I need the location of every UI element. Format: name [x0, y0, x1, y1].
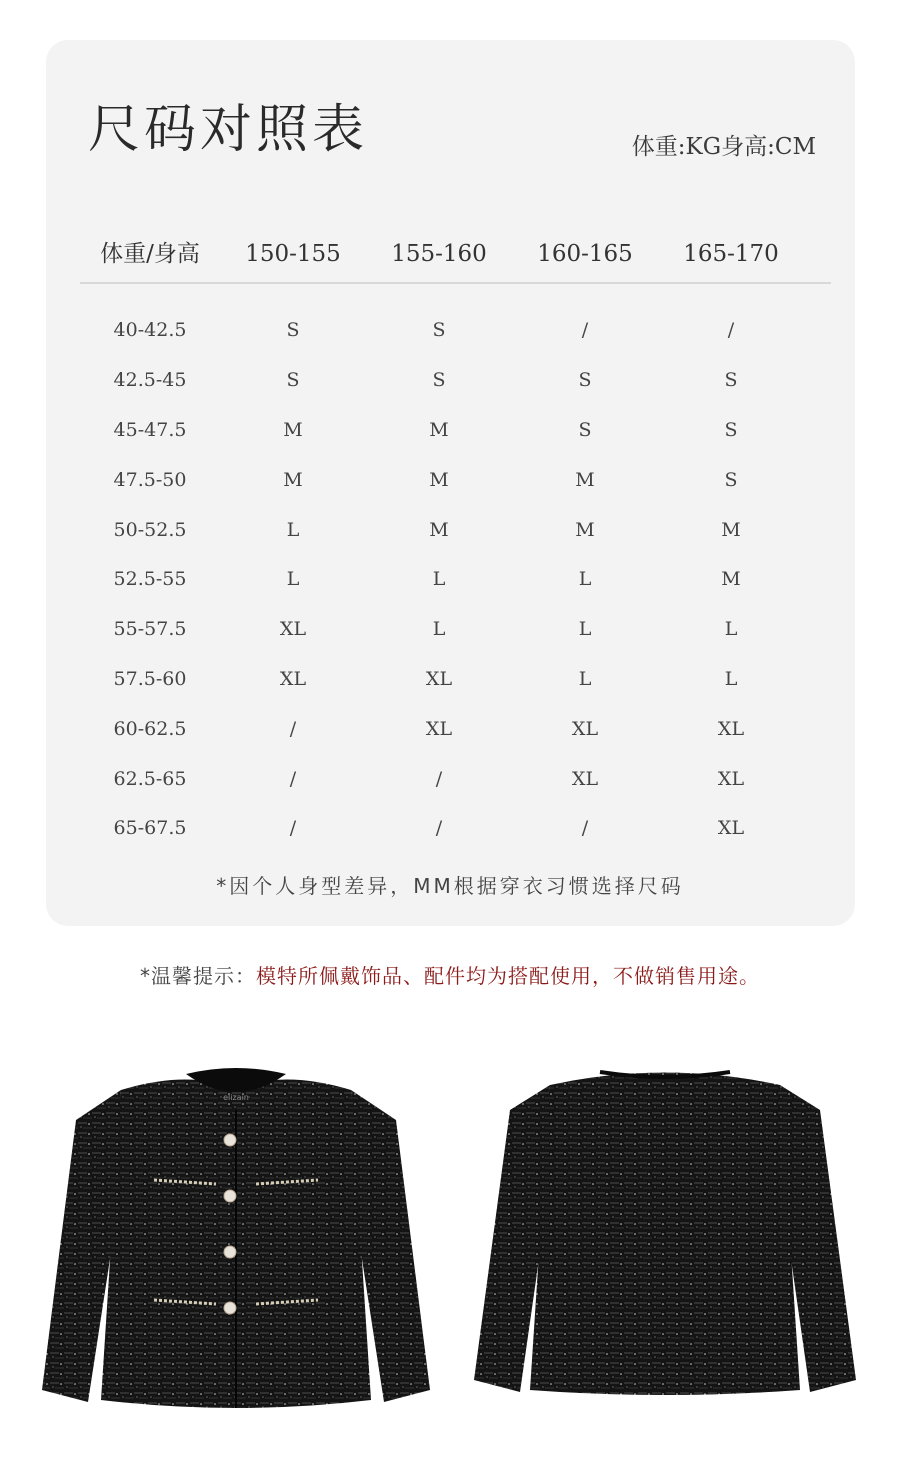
jacket-front-image — [36, 1060, 436, 1420]
size-cell: M — [721, 568, 741, 591]
size-note: *因个人身型差异，MM根据穿衣习惯选择尺码 — [216, 874, 684, 898]
size-cell: S — [432, 319, 446, 342]
size-cell: L — [432, 568, 446, 591]
size-table — [80, 226, 831, 854]
size-cell: XL — [425, 717, 453, 740]
table-row — [80, 406, 831, 456]
size-cell: XL — [571, 767, 599, 790]
tip-body: 模特所佩戴饰品、配件均为搭配使用，不做销售用途。 — [256, 964, 760, 988]
table-row — [80, 306, 831, 356]
weight-range-cell: 57.5-60 — [113, 667, 187, 690]
size-cell: L — [286, 518, 300, 541]
weight-range-cell: 47.5-50 — [113, 468, 187, 491]
brand-label-text: elizain — [223, 1093, 249, 1102]
weight-range-cell: 42.5-45 — [113, 369, 187, 392]
tip-text — [0, 960, 900, 989]
size-cell: XL — [571, 717, 599, 740]
size-cell: XL — [717, 767, 745, 790]
table-header-cell: 155-160 — [391, 240, 487, 267]
table-row — [80, 505, 831, 555]
size-cell: M — [721, 518, 741, 541]
size-cell: XL — [717, 817, 745, 840]
table-row — [80, 655, 831, 705]
table-row — [80, 754, 831, 804]
weight-range-cell: 40-42.5 — [113, 319, 187, 342]
table-row — [80, 555, 831, 605]
table-header-cell: 160-165 — [537, 240, 633, 267]
size-cell: / — [289, 817, 297, 840]
size-cell: M — [429, 468, 449, 491]
weight-range-cell: 60-62.5 — [113, 717, 187, 740]
size-cell: / — [727, 319, 735, 342]
weight-range-cell: 50-52.5 — [113, 518, 187, 541]
size-cell: L — [724, 667, 738, 690]
weight-range-cell: 65-67.5 — [113, 817, 187, 840]
size-cell: S — [578, 418, 592, 441]
weight-range-cell: 45-47.5 — [113, 418, 187, 441]
table-header-cell: 体重/身高 — [100, 240, 200, 267]
size-cell: / — [581, 817, 589, 840]
size-cell: XL — [279, 667, 307, 690]
size-cell: L — [578, 667, 592, 690]
size-cell: / — [435, 817, 443, 840]
size-cell: XL — [717, 717, 745, 740]
units-label: 体重:KG身高:CM — [631, 134, 816, 160]
size-cell: M — [575, 518, 595, 541]
size-cell: / — [581, 319, 589, 342]
size-cell: S — [578, 369, 592, 392]
size-cell: S — [432, 369, 446, 392]
table-body — [80, 306, 831, 854]
size-cell: M — [283, 418, 303, 441]
size-cell: L — [432, 618, 446, 641]
size-cell: L — [578, 568, 592, 591]
table-row — [80, 455, 831, 505]
table-header-cell: 165-170 — [683, 240, 779, 267]
size-cell: S — [286, 369, 300, 392]
size-cell: S — [724, 468, 738, 491]
size-cell: / — [289, 717, 297, 740]
size-cell: / — [289, 767, 297, 790]
size-cell: L — [286, 568, 300, 591]
size-cell: M — [429, 418, 449, 441]
size-cell: M — [283, 468, 303, 491]
tip-label: *温馨提示： — [140, 964, 256, 988]
weight-range-cell: 62.5-65 — [113, 767, 187, 790]
table-row — [80, 356, 831, 406]
size-cell: S — [286, 319, 300, 342]
size-cell: XL — [425, 667, 453, 690]
size-cell: S — [724, 418, 738, 441]
table-row — [80, 804, 831, 854]
table-header-cell: 150-155 — [245, 240, 341, 267]
table-row — [80, 704, 831, 754]
size-cell: S — [724, 369, 738, 392]
size-cell: XL — [279, 618, 307, 641]
size-cell: L — [724, 618, 738, 641]
page-title: 尺码对照表 — [88, 100, 369, 160]
size-cell: / — [435, 767, 443, 790]
size-cell: M — [575, 468, 595, 491]
size-cell: M — [429, 518, 449, 541]
table-header-row — [80, 226, 831, 284]
jacket-back-image — [470, 1060, 870, 1410]
size-cell: L — [578, 618, 592, 641]
weight-range-cell: 55-57.5 — [113, 618, 187, 641]
weight-range-cell: 52.5-55 — [113, 568, 187, 591]
table-row — [80, 605, 831, 655]
